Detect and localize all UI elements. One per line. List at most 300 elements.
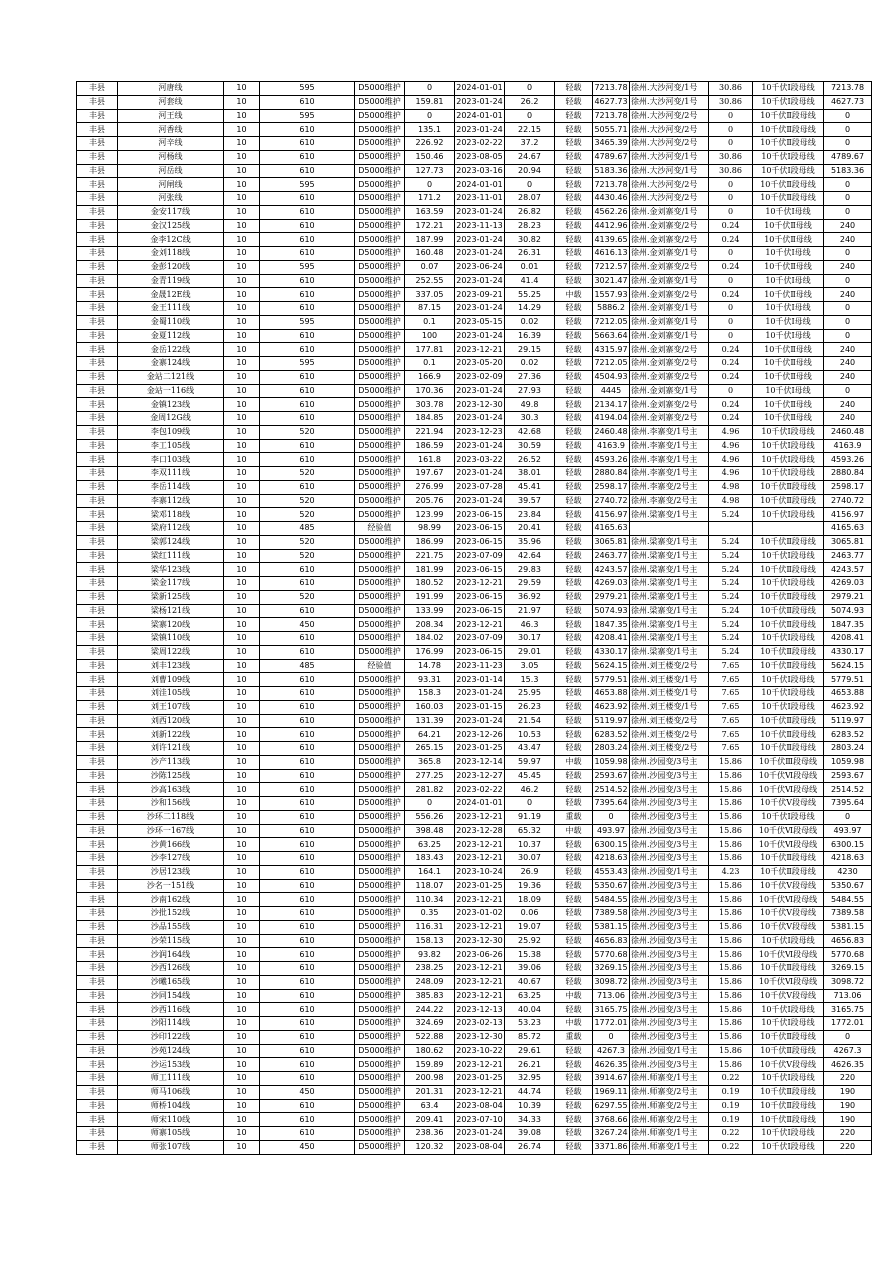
cell-trans-load: 15.86 [709,838,753,852]
cell-substation: 徐州.金刘寨变/2号 [630,370,709,384]
cell-substation: 徐州.沙园变/1号主 [630,865,709,879]
table-row [77,412,872,426]
cell-line: 李岳114线 [118,480,224,494]
cell-maint-type: D5000维护 [355,150,405,164]
cell-rate-pct: 35.96 [505,535,555,549]
cell-trans-load: 4.96 [709,439,753,453]
cell-capacity: 5055.71 [593,123,630,137]
cell-load-kw: 184.85 [405,412,455,426]
cell-maint-type: D5000维护 [355,742,405,756]
cell-load-level: 重载 [555,1030,593,1044]
cell-capacity: 4553.43 [593,865,630,879]
cell-line: 沙名一151线 [118,879,224,893]
cell-load-level: 轻载 [555,274,593,288]
cell-trans-cap: 0 [824,384,872,398]
cell-line: 师宋110线 [118,1113,224,1127]
cell-line: 河闸线 [118,178,224,192]
cell-substation: 徐州.金刘寨变/2号 [630,260,709,274]
cell-trans-cap: 5779.51 [824,673,872,687]
cell-trans-cap: 0 [824,123,872,137]
cell-capacity: 4627.73 [593,95,630,109]
cell-date: 2023-02-22 [455,137,505,151]
cell-load-level: 轻载 [555,838,593,852]
cell-date: 2023-11-23 [455,659,505,673]
cell-date: 2023-12-21 [455,618,505,632]
cell-rate-pct: 15.3 [505,673,555,687]
cell-capacity: 4562.26 [593,205,630,219]
cell-trans-cap: 4627.73 [824,95,872,109]
cell-rate-pct: 36.92 [505,590,555,604]
cell-capacity: 3914.67 [593,1072,630,1086]
cell-bus: 10千伏Ⅱ段母线 [753,1113,824,1127]
cell-line: 河王线 [118,109,224,123]
cell-date: 2023-12-21 [455,343,505,357]
cell-load-kw: 324.69 [405,1017,455,1031]
cell-substation: 徐州.师寨变/1号主 [630,1127,709,1141]
cell-date: 2023-02-13 [455,1017,505,1031]
cell-load-level: 轻载 [555,425,593,439]
cell-trans-load: 0 [709,247,753,261]
cell-date: 2023-12-14 [455,755,505,769]
cell-date: 2023-01-24 [455,467,505,481]
cell-line: 梁杨121线 [118,604,224,618]
cell-capacity: 2593.67 [593,769,630,783]
cell-line: 河套线 [118,95,224,109]
cell-trans-load: 15.86 [709,769,753,783]
cell-county: 丰县 [77,95,118,109]
cell-trans-load: 15.86 [709,1044,753,1058]
cell-conductor-sec: 610 [260,95,355,109]
cell-county: 丰县 [77,1044,118,1058]
cell-trans-cap: 493.97 [824,824,872,838]
cell-rate-pct: 26.82 [505,205,555,219]
cell-county: 丰县 [77,164,118,178]
cell-load-kw: 0 [405,109,455,123]
table-row [77,357,872,371]
cell-maint-type: D5000维护 [355,907,405,921]
cell-line: 刘曹109线 [118,673,224,687]
cell-capacity: 2134.17 [593,398,630,412]
cell-bus: 10千伏Ⅵ段母线 [753,783,824,797]
cell-substation: 徐州.金刘寨变/1号 [630,315,709,329]
cell-voltage-kv: 10 [224,577,260,591]
cell-date: 2023-02-22 [455,783,505,797]
cell-substation: 徐州.沙园变/3号主 [630,893,709,907]
cell-substation: 徐州.沙园变/3号主 [630,1017,709,1031]
cell-voltage-kv: 10 [224,288,260,302]
cell-date: 2023-01-25 [455,879,505,893]
cell-load-level: 轻载 [555,632,593,646]
cell-date: 2023-03-22 [455,453,505,467]
cell-rate-pct: 20.41 [505,522,555,536]
cell-substation: 徐州.金刘寨变/1号 [630,247,709,261]
table-row [77,480,872,494]
cell-line: 李口103线 [118,453,224,467]
cell-county: 丰县 [77,590,118,604]
cell-load-level: 轻载 [555,109,593,123]
cell-voltage-kv: 10 [224,370,260,384]
cell-capacity: 4504.93 [593,370,630,384]
cell-line: 师桥104线 [118,1099,224,1113]
cell-maint-type: D5000维护 [355,934,405,948]
cell-load-kw: 221.75 [405,549,455,563]
cell-bus: 10千伏Ⅱ段母线 [753,618,824,632]
cell-line: 梁华123线 [118,563,224,577]
cell-voltage-kv: 10 [224,412,260,426]
cell-voltage-kv: 10 [224,700,260,714]
cell-rate-pct: 15.38 [505,948,555,962]
cell-capacity: 4194.04 [593,412,630,426]
cell-county: 丰县 [77,975,118,989]
cell-load-level: 轻载 [555,1058,593,1072]
cell-rate-pct: 16.39 [505,329,555,343]
cell-load-level: 轻载 [555,315,593,329]
cell-maint-type: D5000维护 [355,192,405,206]
cell-substation: 徐州.沙园变/3号主 [630,934,709,948]
cell-county: 丰县 [77,1085,118,1099]
cell-voltage-kv: 10 [224,109,260,123]
cell-date: 2023-12-21 [455,810,505,824]
cell-trans-cap: 4269.03 [824,577,872,591]
cell-conductor-sec: 520 [260,425,355,439]
cell-trans-cap: 2593.67 [824,769,872,783]
cell-trans-cap: 6283.52 [824,728,872,742]
cell-trans-load: 15.86 [709,1017,753,1031]
cell-trans-cap: 2463.77 [824,549,872,563]
cell-county: 丰县 [77,150,118,164]
cell-line: 刘洼105线 [118,687,224,701]
cell-load-kw: 14.78 [405,659,455,673]
cell-trans-load: 15.86 [709,1058,753,1072]
cell-rate-pct: 43.47 [505,742,555,756]
table-row [77,948,872,962]
cell-maint-type: D5000维护 [355,1127,405,1141]
cell-trans-cap: 4623.92 [824,700,872,714]
cell-line: 李双111线 [118,467,224,481]
cell-line: 沙西116线 [118,1003,224,1017]
cell-maint-type: D5000维护 [355,549,405,563]
cell-maint-type: D5000维护 [355,852,405,866]
table-row [77,824,872,838]
cell-trans-load: 0 [709,109,753,123]
cell-voltage-kv: 10 [224,123,260,137]
cell-bus: 10千伏Ⅰ段母线 [753,164,824,178]
cell-bus: 10千伏Ⅰ母线 [753,329,824,343]
cell-trans-cap: 4626.35 [824,1058,872,1072]
cell-maint-type: D5000维护 [355,329,405,343]
cell-conductor-sec: 610 [260,989,355,1003]
cell-substation: 徐州.沙园变/3号主 [630,1058,709,1072]
cell-conductor-sec: 520 [260,549,355,563]
cell-load-level: 轻载 [555,219,593,233]
cell-substation: 徐州.大沙河变/1号 [630,164,709,178]
cell-load-kw: 385.83 [405,989,455,1003]
cell-county: 丰县 [77,1099,118,1113]
cell-conductor-sec: 610 [260,123,355,137]
cell-line: 金李12C线 [118,233,224,247]
cell-trans-load: 30.86 [709,164,753,178]
cell-voltage-kv: 10 [224,687,260,701]
cell-substation: 徐州.刘王楼变/2号 [630,659,709,673]
cell-load-level: 轻载 [555,618,593,632]
cell-capacity: 1847.35 [593,618,630,632]
cell-line: 金站一116线 [118,384,224,398]
cell-conductor-sec: 450 [260,1140,355,1154]
cell-trans-load [709,522,753,536]
cell-capacity: 1772.01 [593,1017,630,1031]
cell-substation: 徐州.沙园变/3号主 [630,879,709,893]
cell-load-level: 轻载 [555,535,593,549]
cell-trans-load: 0.19 [709,1085,753,1099]
table-row [77,192,872,206]
cell-trans-load: 4.98 [709,480,753,494]
line-load-table [76,81,872,1155]
cell-trans-load: 15.86 [709,1030,753,1044]
cell-trans-load: 0.22 [709,1127,753,1141]
cell-capacity: 5183.36 [593,164,630,178]
cell-bus: 10千伏Ⅱ段母线 [753,109,824,123]
cell-load-kw: 163.59 [405,205,455,219]
cell-load-kw: 252.55 [405,274,455,288]
cell-conductor-sec: 610 [260,247,355,261]
cell-substation: 徐州.师寨变/2号主 [630,1085,709,1099]
cell-capacity: 5663.64 [593,329,630,343]
cell-trans-load: 15.86 [709,907,753,921]
cell-load-level: 轻载 [555,769,593,783]
cell-line: 沙阳114线 [118,1017,224,1031]
cell-rate-pct: 53.23 [505,1017,555,1031]
cell-maint-type: D5000维护 [355,1072,405,1086]
cell-load-kw: 0.35 [405,907,455,921]
cell-load-kw: 64.21 [405,728,455,742]
cell-load-level: 轻载 [555,590,593,604]
cell-rate-pct: 25.92 [505,934,555,948]
cell-date: 2023-12-21 [455,962,505,976]
cell-substation: 徐州.梁寨变/1号主 [630,590,709,604]
cell-maint-type: D5000维护 [355,687,405,701]
cell-conductor-sec: 610 [260,480,355,494]
cell-bus: 10千伏Ⅰ段母线 [753,1017,824,1031]
cell-capacity: 6283.52 [593,728,630,742]
cell-date: 2023-12-30 [455,934,505,948]
cell-load-level: 轻载 [555,95,593,109]
cell-date: 2023-01-24 [455,233,505,247]
cell-voltage-kv: 10 [224,178,260,192]
cell-load-kw: 181.99 [405,563,455,577]
cell-substation: 徐州.金刘寨变/2号 [630,343,709,357]
cell-county: 丰县 [77,247,118,261]
cell-maint-type: D5000维护 [355,398,405,412]
table-row [77,742,872,756]
cell-capacity: 3267.24 [593,1127,630,1141]
cell-county: 丰县 [77,907,118,921]
cell-capacity: 4593.26 [593,453,630,467]
cell-line: 李包109线 [118,425,224,439]
cell-load-level: 轻载 [555,123,593,137]
cell-load-kw: 110.34 [405,893,455,907]
cell-maint-type: D5000维护 [355,948,405,962]
cell-conductor-sec: 610 [260,302,355,316]
cell-trans-cap: 0 [824,315,872,329]
cell-trans-load: 0.19 [709,1099,753,1113]
cell-voltage-kv: 10 [224,247,260,261]
cell-bus: 10千伏Ⅱ段母线 [753,535,824,549]
cell-maint-type: D5000维护 [355,824,405,838]
cell-date: 2023-01-24 [455,384,505,398]
cell-date: 2023-12-21 [455,1058,505,1072]
table-row [77,563,872,577]
cell-bus: 10千伏Ⅰ段母线 [753,1140,824,1154]
cell-date: 2023-12-21 [455,1085,505,1099]
cell-capacity: 3269.15 [593,962,630,976]
cell-rate-pct: 29.83 [505,563,555,577]
cell-voltage-kv: 10 [224,233,260,247]
cell-date: 2023-06-24 [455,260,505,274]
cell-trans-cap: 1772.01 [824,1017,872,1031]
cell-voltage-kv: 10 [224,920,260,934]
cell-county: 丰县 [77,302,118,316]
cell-date: 2023-01-24 [455,247,505,261]
cell-capacity: 7213.78 [593,178,630,192]
cell-date: 2024-01-01 [455,82,505,96]
cell-county: 丰县 [77,879,118,893]
cell-load-kw: 176.99 [405,645,455,659]
table-row [77,439,872,453]
cell-county: 丰县 [77,1113,118,1127]
cell-voltage-kv: 10 [224,714,260,728]
cell-trans-load: 5.24 [709,645,753,659]
cell-maint-type: D5000维护 [355,590,405,604]
cell-trans-load: 5.24 [709,604,753,618]
cell-load-level: 中载 [555,1017,593,1031]
cell-maint-type: D5000维护 [355,233,405,247]
cell-load-level: 轻载 [555,480,593,494]
cell-maint-type: D5000维护 [355,137,405,151]
cell-substation: 徐州.金刘寨变/2号 [630,412,709,426]
cell-voltage-kv: 10 [224,1003,260,1017]
cell-capacity: 4218.63 [593,852,630,866]
cell-date: 2023-12-28 [455,824,505,838]
cell-bus: 10千伏Ⅵ段母线 [753,769,824,783]
cell-county: 丰县 [77,797,118,811]
cell-voltage-kv: 10 [224,563,260,577]
cell-line: 沙和156线 [118,797,224,811]
cell-maint-type: D5000维护 [355,1140,405,1154]
cell-trans-cap: 4218.63 [824,852,872,866]
cell-voltage-kv: 10 [224,604,260,618]
cell-trans-cap: 0 [824,205,872,219]
cell-load-kw: 87.15 [405,302,455,316]
cell-voltage-kv: 10 [224,398,260,412]
cell-load-kw: 159.89 [405,1058,455,1072]
cell-load-kw: 161.8 [405,453,455,467]
cell-capacity: 1969.11 [593,1085,630,1099]
cell-bus: 10千伏Ⅱ母线 [753,219,824,233]
cell-capacity: 3465.39 [593,137,630,151]
cell-bus: 10千伏Ⅰ段母线 [753,1003,824,1017]
cell-load-level: 轻载 [555,852,593,866]
cell-conductor-sec: 610 [260,274,355,288]
cell-trans-cap: 0 [824,192,872,206]
table-row [77,137,872,151]
cell-line: 沙品155线 [118,920,224,934]
cell-rate-pct: 27.36 [505,370,555,384]
table-row [77,769,872,783]
cell-voltage-kv: 10 [224,1044,260,1058]
cell-rate-pct: 91.19 [505,810,555,824]
cell-conductor-sec: 610 [260,920,355,934]
cell-line: 金汉125线 [118,219,224,233]
cell-substation: 徐州.刘王楼变/1号 [630,687,709,701]
cell-county: 丰县 [77,522,118,536]
table-row [77,1099,872,1113]
cell-date: 2023-01-25 [455,1072,505,1086]
cell-line: 沙西126线 [118,962,224,976]
cell-maint-type: D5000维护 [355,618,405,632]
cell-bus: 10千伏Ⅰ段母线 [753,673,824,687]
table-row [77,233,872,247]
cell-voltage-kv: 10 [224,439,260,453]
cell-trans-cap: 4267.3 [824,1044,872,1058]
cell-conductor-sec: 610 [260,1017,355,1031]
cell-date: 2024-01-01 [455,797,505,811]
cell-load-level: 轻载 [555,563,593,577]
cell-load-level: 轻载 [555,700,593,714]
cell-date: 2023-01-24 [455,687,505,701]
cell-conductor-sec: 610 [260,975,355,989]
cell-load-kw: 135.1 [405,123,455,137]
cell-voltage-kv: 10 [224,769,260,783]
cell-date: 2023-10-22 [455,1044,505,1058]
cell-conductor-sec: 610 [260,439,355,453]
cell-trans-load: 0.24 [709,370,753,384]
cell-conductor-sec: 520 [260,535,355,549]
cell-substation: 徐州.李寨变/1号主 [630,439,709,453]
table-row [77,494,872,508]
cell-date: 2023-07-28 [455,480,505,494]
cell-rate-pct: 0.06 [505,907,555,921]
cell-bus: 10千伏Ⅵ段母线 [753,838,824,852]
cell-bus: 10千伏Ⅰ段母线 [753,508,824,522]
cell-conductor-sec: 610 [260,412,355,426]
cell-load-kw: 184.02 [405,632,455,646]
table-row [77,865,872,879]
cell-trans-cap: 0 [824,810,872,824]
cell-load-kw: 158.13 [405,934,455,948]
cell-conductor-sec: 610 [260,879,355,893]
cell-voltage-kv: 10 [224,467,260,481]
cell-line: 沙黄166线 [118,838,224,852]
cell-line: 河张线 [118,192,224,206]
cell-voltage-kv: 10 [224,728,260,742]
cell-voltage-kv: 10 [224,535,260,549]
cell-county: 丰县 [77,274,118,288]
cell-substation: 徐州.金刘寨变/1号 [630,302,709,316]
table-row [77,384,872,398]
cell-trans-cap: 4165.63 [824,522,872,536]
cell-load-kw: 200.98 [405,1072,455,1086]
cell-voltage-kv: 10 [224,742,260,756]
cell-trans-cap: 5074.93 [824,604,872,618]
cell-capacity: 5074.93 [593,604,630,618]
cell-trans-cap: 190 [824,1085,872,1099]
cell-rate-pct: 30.82 [505,233,555,247]
cell-load-kw: 183.43 [405,852,455,866]
cell-bus: 10千伏Ⅱ母线 [753,370,824,384]
table-row [77,962,872,976]
cell-substation: 徐州.金刘寨变/1号 [630,384,709,398]
cell-capacity: 7213.78 [593,82,630,96]
